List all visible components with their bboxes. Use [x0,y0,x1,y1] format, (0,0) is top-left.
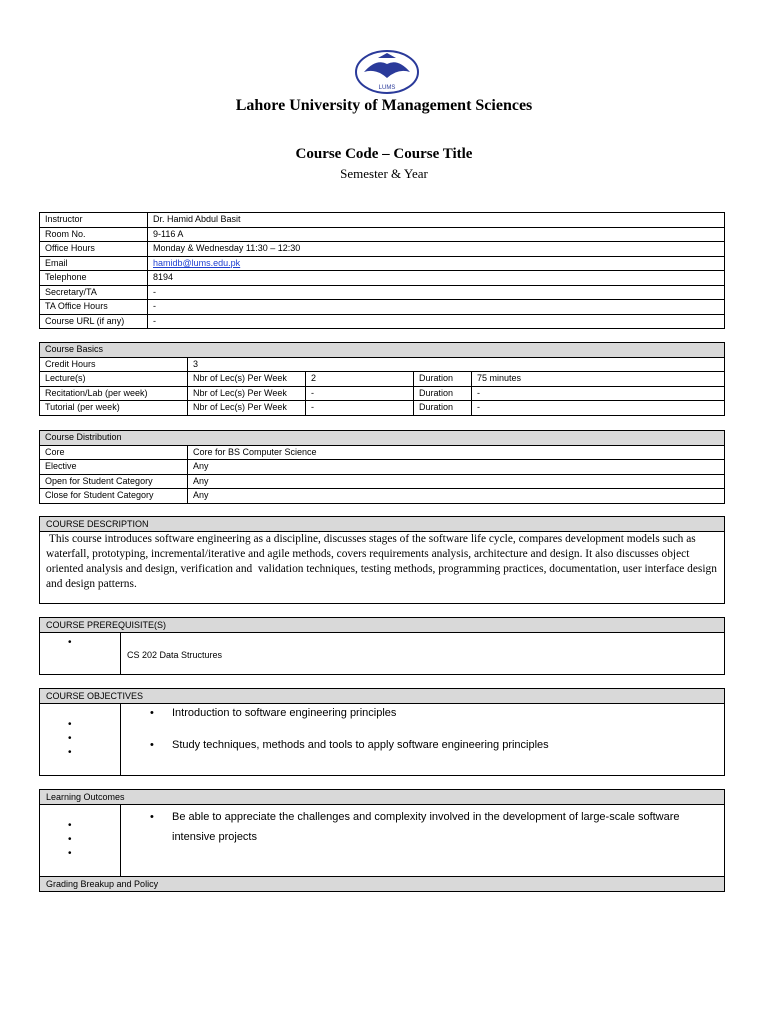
nbr-value: - [306,401,414,416]
row-label: Office Hours [40,242,148,257]
table-row [40,474,725,489]
table-row [40,300,725,315]
nbr-label: Nbr of Lec(s) Per Week [188,401,306,416]
row-label: Email [40,256,148,271]
nbr-label: Nbr of Lec(s) Per Week [188,372,306,387]
course-description-section [39,516,725,604]
table-row [40,357,725,372]
course-basics-heading: Course Basics [40,343,725,358]
row-label: Close for Student Category [40,489,188,504]
table-row [40,227,725,242]
table-row [40,386,725,401]
row-label: Core [40,445,188,460]
grading-heading: Grading Breakup and Policy [40,877,724,891]
row-label: Elective [40,460,188,475]
bullet: • [150,739,154,751]
table-row [40,242,725,257]
course-distribution-table [39,430,725,504]
bullet: • [68,848,72,859]
nbr-value: - [306,386,414,401]
lums-logo [354,48,420,96]
row-value: Any [188,474,725,489]
learning-outcomes-section [39,789,725,892]
row-value: 9-116 A [148,227,725,242]
bullet: • [68,747,72,758]
semester-year: Semester & Year [340,166,428,181]
credit-hours-label: Credit Hours [40,357,188,372]
bullet: • [68,834,72,845]
row-label: Course URL (if any) [40,314,148,329]
nbr-label: Nbr of Lec(s) Per Week [188,386,306,401]
bullet: • [150,811,154,823]
bullet: • [68,820,72,831]
table-row [40,489,725,504]
objectives-heading: COURSE OBJECTIVES [40,689,724,704]
bullet: • [150,707,154,719]
objective-item: • Study techniques, methods and tools to apply software engineering principles [150,739,549,751]
table-row [40,213,725,228]
table-row [40,314,725,329]
table-row [40,460,725,475]
prerequisites-section [39,617,725,675]
course-description-heading: COURSE DESCRIPTION [40,517,724,532]
row-value: Dr. Hamid Abdul Basit [148,213,725,228]
instructor-table [39,212,725,329]
objective-item: • Introduction to software engineering principles [150,707,397,719]
row-label: Instructor [40,213,148,228]
row-value: Monday & Wednesday 11:30 – 12:30 [148,242,725,257]
row-value: Any [188,460,725,475]
row-label: Lecture(s) [40,372,188,387]
row-value: Any [188,489,725,504]
objectives-section [39,688,725,776]
outcome-item: • Be able to appreciate the challenges and complexity involved in the development of large-scale software intensive projects [172,807,712,847]
row-label: TA Office Hours [40,300,148,315]
row-label: Telephone [40,271,148,286]
email-link[interactable]: hamidb@lums.edu.pk [153,257,241,268]
duration-value: - [472,401,725,416]
table-row [40,401,725,416]
row-value: - [148,314,725,329]
course-basics-table [39,342,725,416]
course-distribution-heading: Course Distribution [40,431,725,446]
table-row [40,271,725,286]
row-label: Tutorial (per week) [40,401,188,416]
row-value: - [148,300,725,315]
prerequisites-heading: COURSE PREREQUISITE(S) [40,618,724,633]
duration-value: - [472,386,725,401]
duration-label: Duration [414,401,472,416]
row-label: Room No. [40,227,148,242]
duration-label: Duration [414,372,472,387]
nbr-value: 2 [306,372,414,387]
row-value: 8194 [148,271,725,286]
bullet: • [68,637,72,648]
bullet: • [68,733,72,744]
table-row [40,285,725,300]
table-row [40,445,725,460]
learning-outcomes-heading: Learning Outcomes [40,790,724,805]
duration-label: Duration [414,386,472,401]
row-label: Open for Student Category [40,474,188,489]
row-label: Secretary/TA [40,285,148,300]
table-row [40,256,725,271]
prerequisite-item: CS 202 Data Structures [127,650,223,660]
course-title: Course Code – Course Title [295,146,473,162]
logo-text: LUMS [378,85,396,91]
row-value: Core for BS Computer Science [188,445,725,460]
row-label: Recitation/Lab (per week) [40,386,188,401]
course-description-text: This course introduces software engineering as a discipline, discusses stages of the software life cycle, compares development models such as waterfall, prototyping, incremental/iterative and agile methods, covers requirements analysis, architecture and design. It also discusses object oriented analysis and design, verification and validation techniques, testing methods, programming practices, documentation, user interface design and design patterns. [46,533,720,590]
table-row [40,372,725,387]
university-name: Lahore University of Management Sciences [235,97,533,114]
duration-value: 75 minutes [472,372,725,387]
row-value: - [148,285,725,300]
bullet: • [68,719,72,730]
credit-hours-value: 3 [188,357,725,372]
